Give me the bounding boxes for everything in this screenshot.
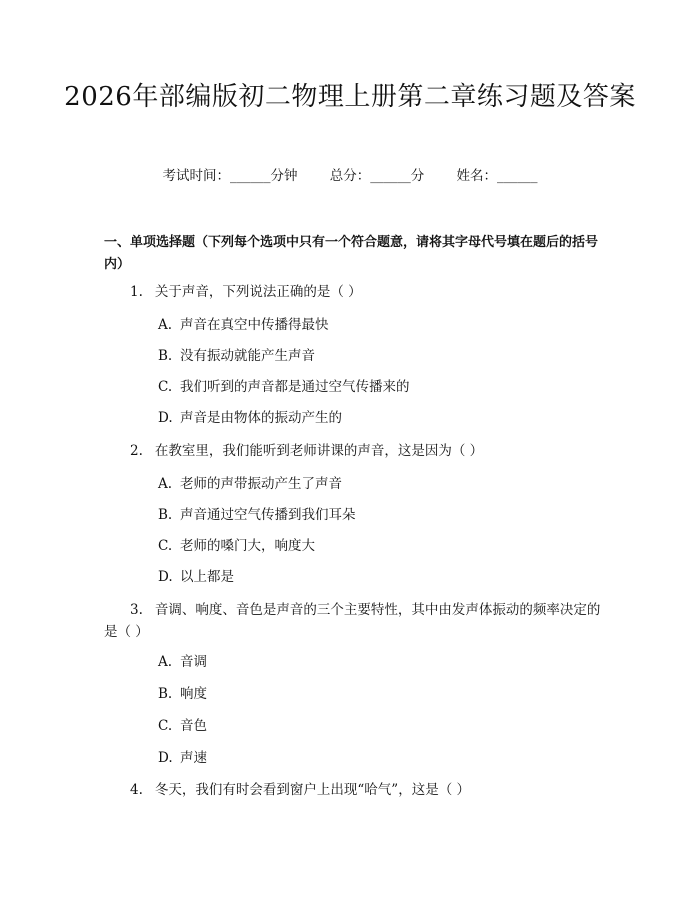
question-text: 冬天，我们有时会看到窗户上出现“哈气”，这是（ ）: [154, 782, 470, 798]
option-letter: A.: [158, 476, 173, 492]
question-4: [104, 779, 604, 801]
option-letter: C.: [158, 718, 173, 734]
option-letter: B.: [158, 507, 173, 523]
total-score-field: 总分：______分: [329, 168, 425, 184]
option-letter: A.: [158, 654, 173, 670]
question-number: 2.: [130, 443, 143, 459]
option-text: 响度: [180, 686, 207, 702]
question-number: 1.: [130, 284, 143, 300]
question-text: 关于声音，下列说法正确的是（ ）: [154, 284, 362, 300]
student-name-field: 姓名：______: [456, 168, 538, 184]
option-text: 声音是由物体的振动产生的: [180, 410, 342, 426]
option-3-d: [158, 747, 598, 769]
option-1-b: [158, 345, 598, 367]
section-heading: 一、单项选择题（下列每个选项中只有一个符合题意，请将其字母代号填在题后的括号内）: [104, 235, 599, 272]
option-text: 声速: [180, 750, 207, 766]
option-1-d: [158, 407, 598, 429]
question-text: 在教室里，我们能听到老师讲课的声音，这是因为（ ）: [154, 443, 484, 459]
option-text: 音调: [180, 654, 207, 670]
option-text: 没有振动就能产生声音: [180, 348, 315, 364]
option-3-b: [158, 683, 598, 705]
question-number: 3.: [130, 602, 143, 618]
option-1-a: [158, 314, 598, 336]
option-3-c: [158, 715, 598, 737]
option-letter: D.: [158, 410, 173, 426]
option-letter: C.: [158, 379, 173, 395]
option-letter: A.: [158, 317, 173, 333]
question-1: [104, 281, 604, 303]
option-text: 音色: [180, 718, 207, 734]
option-2-d: [158, 566, 598, 588]
option-2-c: [158, 535, 598, 557]
option-2-a: [158, 473, 598, 495]
question-3: [104, 599, 604, 643]
exam-info-line: [0, 166, 700, 186]
question-number: 4.: [130, 782, 143, 798]
exam-time-field: 考试时间：______分钟: [162, 168, 298, 184]
option-text: 老师的嗓门大，响度大: [180, 538, 315, 554]
option-3-a: [158, 651, 598, 673]
option-1-c: [158, 376, 598, 398]
option-letter: D.: [158, 750, 173, 766]
option-letter: C.: [158, 538, 173, 554]
option-text: 声音在真空中传播得最快: [180, 317, 329, 333]
option-letter: D.: [158, 569, 173, 585]
question-text: 音调、响度、音色是声音的三个主要特性，其中由发声体振动的频率决定的是（ ）: [104, 602, 601, 640]
option-letter: B.: [158, 686, 173, 702]
option-letter: B.: [158, 348, 173, 364]
question-2: [104, 440, 604, 462]
option-2-b: [158, 504, 598, 526]
option-text: 以上都是: [180, 569, 234, 585]
option-text: 我们听到的声音都是通过空气传播来的: [180, 379, 410, 395]
option-text: 声音通过空气传播到我们耳朵: [180, 507, 356, 523]
document-title: 2026年部编版初二物理上册第二章练习题及答案: [64, 82, 636, 112]
option-text: 老师的声带振动产生了声音: [180, 476, 342, 492]
